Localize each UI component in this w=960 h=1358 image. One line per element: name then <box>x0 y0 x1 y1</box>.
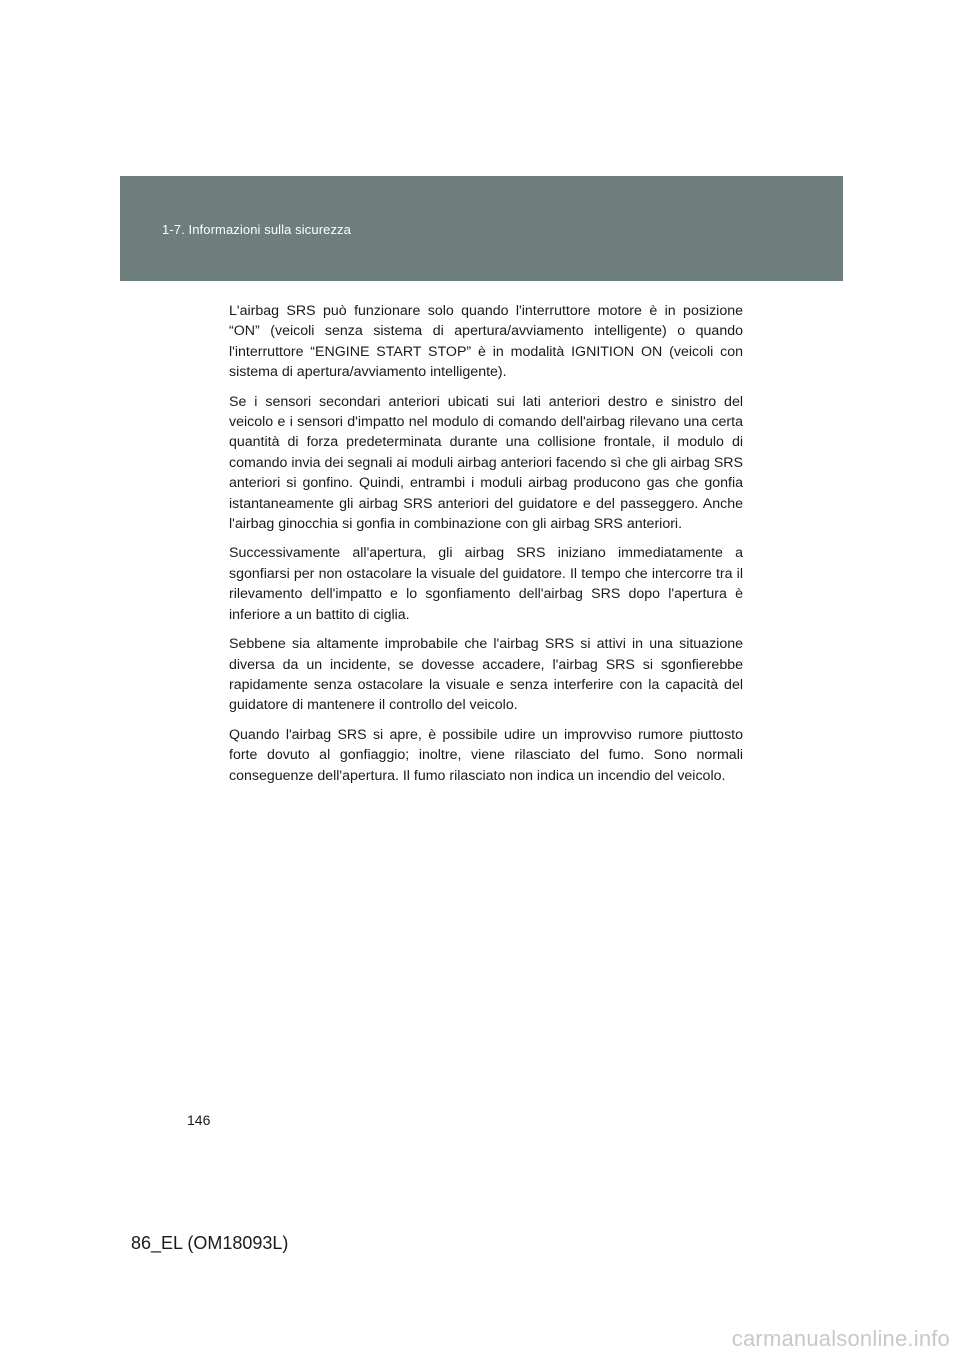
paragraph-srs-noise-smoke: Quando l'airbag SRS si apre, è possibile udire un improvviso rumore piuttosto forte dovuto al gonfiaggio; inoltre, viene rilasciato del fumo. Sono normali conseguenze dell'apertura. Il fumo rilasciato non indica un incendio del veicolo. <box>229 726 743 784</box>
section-title: 1-7. Informazioni sulla sicurezza <box>162 222 351 237</box>
page-number: 146 <box>187 1112 211 1128</box>
paragraph-srs-deflation: Successivamente all'apertura, gli airbag SRS iniziano immediatamente a sgonfiarsi per non ostacolare la visuale del guidatore. Il tempo che intercorre tra il rilevamento dell'impatto e lo sgonfiamento dell'airbag SRS dopo l'apertura è inferiore a un battito di ciglia. <box>229 545 743 623</box>
paragraph-srs-activation: L'airbag SRS può funzionare solo quando l'interruttore motore è in posizione “ON” (veicoli senza sistema di apertura/avviamento intelligente) o quando l'interruttore “ENGINE START STOP” è in modalità IGNITION ON (veicoli con sistema di apertura/avviamento intelligente). <box>229 303 743 381</box>
body-text <box>229 301 743 795</box>
document-code: 86_EL (OM18093L) <box>131 1233 289 1253</box>
paragraph-srs-unexpected: Sebbene sia altamente improbabile che l'airbag SRS si attivi in una situazione diversa da un incidente, se dovesse accadere, l'airbag SRS si sgonfierebbe rapidamente senza ostacolare la visuale e senza interferire con la capacità del guidatore di mantenere il controllo del veicolo. <box>229 636 743 714</box>
paragraph-srs-sensors: Se i sensori secondari anteriori ubicati sui lati anteriori destro e sinistro del veicolo e i sensori d'impatto nel modulo di comando dell'airbag rilevano una certa quantità di forza predeterminata durante una collisione frontale, il modulo di comando invia dei segnali ai moduli airbag anteriori facendo sì che gli airbag SRS anteriori si gonfino. Quindi, entrambi i moduli airbag producono gas che gonfia istantaneamente gli airbag SRS anteriori del guidatore e del passeggero. Anche l'airbag ginocchia si gonfia in combinazione con gli airbag SRS anteriori. <box>229 393 743 533</box>
watermark: carmanualsonline.info <box>731 1326 950 1351</box>
section-header-band <box>120 176 843 281</box>
